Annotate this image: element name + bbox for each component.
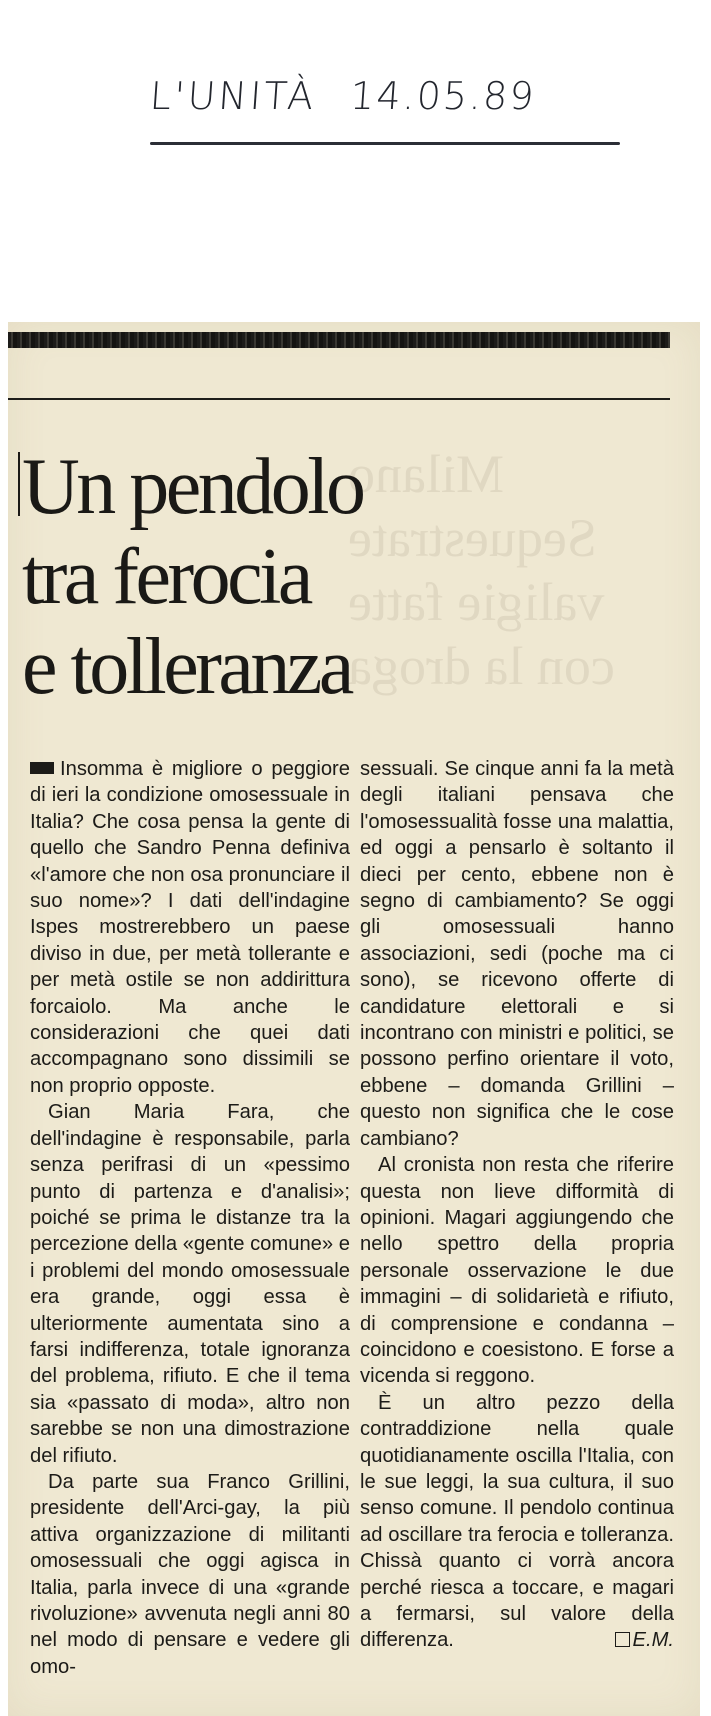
headline-line-3: e tolleranza <box>22 623 351 711</box>
paragraph: Al cronista non resta che riferire questa non lieve difformità di opinioni. Magari aggiungendo che nello spettro della propria personale osservazione le due immagini – di solidarietà e rifiuto, di comprensione e condanna – coincidono e coesistono. E forse a vicenda si reggono. <box>360 1154 674 1388</box>
author-signature: E.M. <box>597 1627 675 1653</box>
handwritten-source-note <box>150 66 620 158</box>
paragraph: Insomma è migliore o peggiore di ieri la condizione omosessuale in Italia? Che cosa pensa la gente di quello che Sandro Penna definiva «l'amore che non osa pronunciare il suo nome»? I dati dell'indagine Ispes mostrerebbero un paese diviso in due, per metà tollerante e per metà ostile se non addirittura forcaiolo. Ma anche le considerazioni che quei dati accompagnano sono dissimili se non proprio opposte. <box>30 758 350 1097</box>
article-headline <box>22 442 442 712</box>
lead-block-mark <box>30 762 54 774</box>
handwritten-text <box>148 74 537 118</box>
end-box-icon <box>615 1632 630 1647</box>
paragraph: sessuali. Se cinque anni fa la metà degli italiani pensava che l'omosessualità fosse una malattia, ed oggi a pensarlo è soltanto il dieci per cento, ebbene non è segno di cambiamento? Se oggi gli omosessuali hanno associazioni, sedi (poche ma ci sono), se ricevono offerte di candidature elettorali e si incontrano con ministri e politici, se possono perfino orientare il voto, ebbene – domanda Grillini – questo non significa che le cose cambiano? <box>360 758 674 1150</box>
headline-line-1: Un pendolo <box>22 443 363 531</box>
top-decorative-rule <box>8 332 670 348</box>
headline-line-2: tra ferocia <box>22 533 310 621</box>
paragraph: È un altro pezzo della contraddizione nella quale quotidianamente oscilla l'Italia, con le sue leggi, la sua cultura, il suo senso comune. Il pendolo continua ad oscillare tra ferocia e tolleranza. Chissà quanto ci vorrà ancora perché riesca a toccare, e magari a fermarsi, sul valore della differenza. E.M. <box>360 1390 674 1654</box>
bleed-through-text: Milano Sequestrate valigie fatte con la droga <box>348 444 615 696</box>
handwritten-underline <box>150 142 620 145</box>
source-date: 14.05.89 <box>348 74 538 118</box>
paragraph: Gian Maria Fara, che dell'indagine è responsabile, parla senza perifrasi di un «pessimo punto di partenza e d'analisi»; poiché se prima le distanze tra la percezione della «gente comune» e i problemi del mondo omosessuale era grande, oggi essa è ulteriormente aumentata sino a farsi indifferenza, totale ignoranza del problema, rifiuto. E che il tema sia «passato di moda», altro non sarebbe se non una dimostrazione del rifiuto. <box>30 1101 350 1467</box>
newspaper-clipping <box>8 322 700 1716</box>
source-name: L'UNITÀ <box>148 74 318 118</box>
article-column-right <box>360 756 674 1654</box>
paragraph: Da parte sua Franco Grillini, presidente dell'Arci-gay, la più attiva organizzazione di militanti omosessuali che oggi agisca in Italia, parla invece di una «grande rivoluzione» avvenuta negli anni 80 nel modo di pensare e vedere gli omo- <box>30 1470 350 1678</box>
article-column-left <box>30 756 350 1680</box>
section-rule <box>8 398 670 400</box>
margin-mark <box>18 452 20 516</box>
